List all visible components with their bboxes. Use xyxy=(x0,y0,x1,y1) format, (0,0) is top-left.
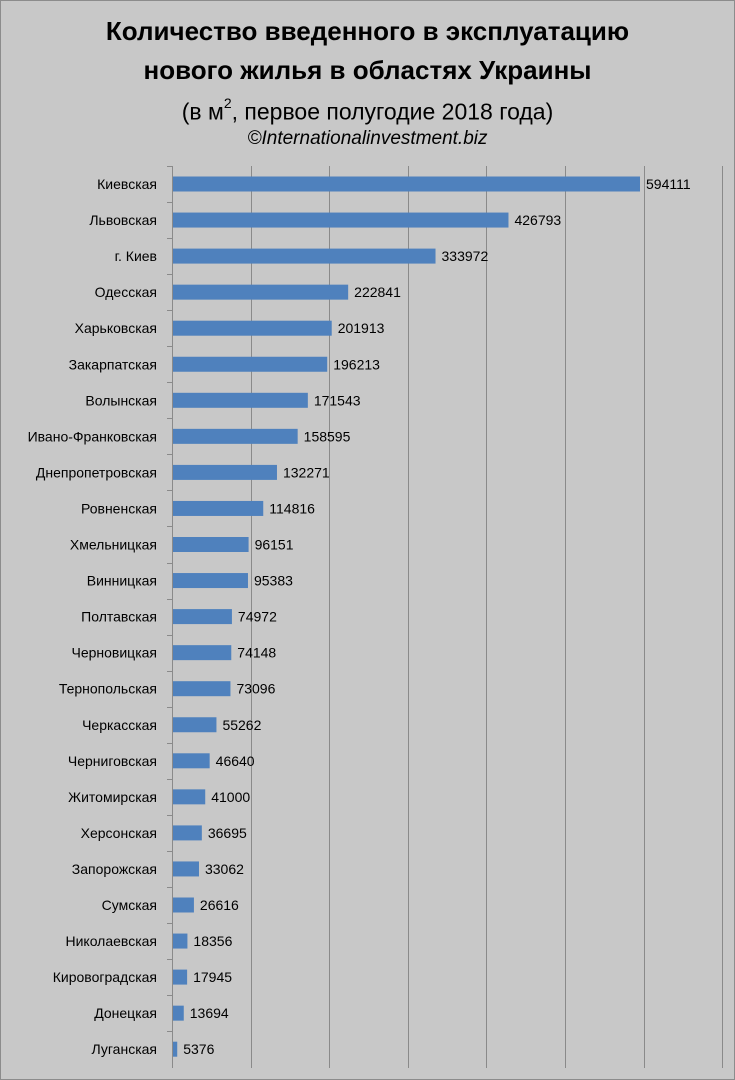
data-label: 158595 xyxy=(303,428,351,445)
category-label: Николаевская xyxy=(65,933,157,950)
data-label: 74148 xyxy=(237,644,277,661)
bar xyxy=(173,501,263,516)
category-label: Луганская xyxy=(91,1041,157,1058)
chart-title-line-1: Количество введенного в эксплуатацию xyxy=(105,16,630,46)
data-label: 26616 xyxy=(199,897,239,913)
category-label: Житомирская xyxy=(68,788,157,805)
category-label: Донецкая xyxy=(94,1005,157,1022)
data-label: 114816 xyxy=(269,500,315,517)
bar xyxy=(173,681,230,696)
subtitle-superscript: 2 xyxy=(223,95,232,111)
bar xyxy=(173,249,436,264)
bar xyxy=(173,429,298,444)
category-label: Кировоградская xyxy=(52,969,157,986)
category-label: Черниговская xyxy=(67,752,157,769)
bar xyxy=(173,285,348,300)
data-label: 95383 xyxy=(253,572,293,589)
category-label: Полтавская xyxy=(81,608,157,625)
bar xyxy=(173,970,187,985)
data-label: 18356 xyxy=(193,933,233,950)
bar xyxy=(173,465,277,480)
data-label: 171543 xyxy=(313,392,361,409)
data-label: 33062 xyxy=(204,860,244,877)
data-label: 74972 xyxy=(237,608,277,625)
category-label: Сумская xyxy=(101,897,157,913)
category-label: Закарпатская xyxy=(68,356,157,373)
bar xyxy=(173,898,194,913)
data-label: 426793 xyxy=(514,212,562,229)
bar xyxy=(173,1042,177,1057)
data-label: 41000 xyxy=(211,788,251,805)
bar xyxy=(173,609,232,624)
category-label: Тернопольская xyxy=(58,680,157,697)
bar xyxy=(173,645,231,660)
data-label: 201913 xyxy=(337,320,385,337)
category-label: Винницкая xyxy=(86,572,157,589)
bar xyxy=(173,861,199,876)
bar xyxy=(173,177,640,192)
data-label: 132271 xyxy=(282,464,330,481)
chart-title-line-2: нового жилья в областях Украины xyxy=(143,55,592,85)
subtitle-suffix: , первое полугодие 2018 года) xyxy=(231,98,554,125)
data-label: 96151 xyxy=(254,536,294,553)
bar xyxy=(173,789,205,804)
data-label: 196213 xyxy=(333,356,380,373)
category-label: Одесская xyxy=(94,284,157,301)
category-label: Хмельницкая xyxy=(69,536,157,553)
copyright-note: ©Internationalinvestment.biz xyxy=(247,128,488,149)
data-label: 17945 xyxy=(193,969,233,986)
category-label: г. Киев xyxy=(114,248,157,265)
bar xyxy=(173,537,249,552)
subtitle-prefix: (в м xyxy=(181,98,224,125)
category-label: Черновицкая xyxy=(71,644,157,661)
category-label: Черкасская xyxy=(82,716,157,733)
bar xyxy=(173,825,202,840)
category-label: Харьковская xyxy=(74,320,157,337)
data-label: 5376 xyxy=(183,1041,215,1058)
bar xyxy=(173,573,248,588)
data-label: 333972 xyxy=(441,248,489,265)
data-label: 55262 xyxy=(222,716,262,733)
bar xyxy=(173,357,327,372)
category-label: Волынская xyxy=(85,392,157,409)
category-label: Ивано-Франковская xyxy=(27,428,157,445)
bar xyxy=(173,717,216,732)
data-label: 13694 xyxy=(189,1005,229,1022)
bar xyxy=(173,934,187,949)
category-label: Херсонская xyxy=(80,824,157,841)
bar xyxy=(173,213,508,228)
category-label: Львовская xyxy=(89,212,157,229)
data-label: 36695 xyxy=(207,824,247,841)
bar xyxy=(173,393,308,408)
category-label: Ровненская xyxy=(81,500,157,517)
bar xyxy=(173,321,332,336)
data-label: 222841 xyxy=(354,284,401,301)
category-label: Запорожская xyxy=(71,860,157,877)
category-label: Днепропетровская xyxy=(35,464,157,481)
data-label: 73096 xyxy=(236,680,276,697)
category-label: Киевская xyxy=(97,176,157,192)
bar xyxy=(173,1006,184,1021)
bar xyxy=(173,753,210,768)
data-label: 46640 xyxy=(215,752,255,769)
data-label: 594111 xyxy=(646,176,691,192)
